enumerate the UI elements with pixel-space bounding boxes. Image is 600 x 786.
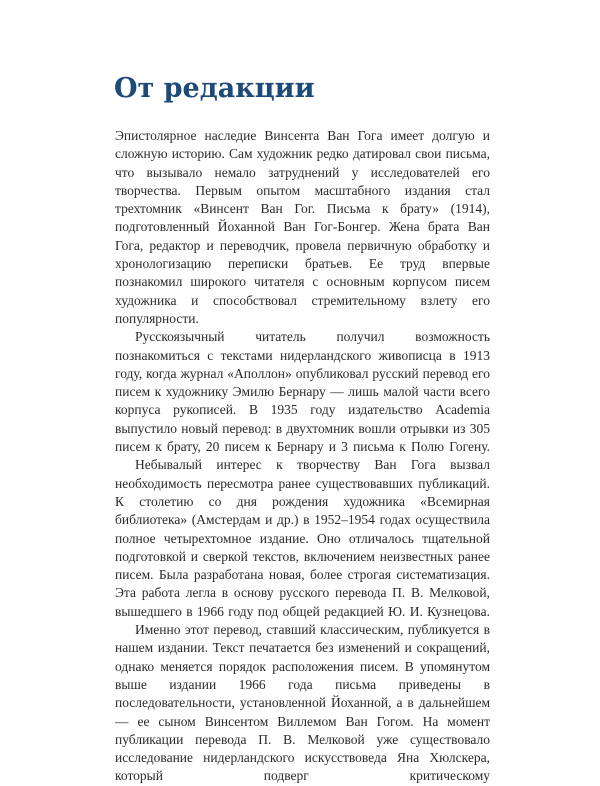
paragraph-2: Русскоязычный читатель получил возможность познакомиться с текстами нидерландского живописца в 1913 году, когда журнал «Аполлон» опубликовал русский перевод его писем к художнику Эмилю Бернару — лишь малой части всего корпуса рукописей. В 1935 году издательство Academia выпустило новый перевод: в двухтомник вошли отрывки из 305 писем к брату, 20 писем к Бернару и 3 письма к Полю Гогену. xyxy=(115,329,490,455)
page-title: От редакции xyxy=(114,73,315,104)
paragraph-4: Именно этот перевод, ставший классическим, публикуется в нашем издании. Текст печатается без изменений и сокращений, однако меняется порядок расположения писем. В упомянутом выше издании 1966 года письма приведены в последовательности, установленной Йоханной, а в дальнейшем — ее сыном Винсентом Виллемом Ван Гогом. На момент публикации перевода П. В. Мелковой уже существовало исследование нидерландского искусствоведа Яна Хюлскера, который подверг критическому xyxy=(115,622,490,784)
paragraph-1: Эпистолярное наследие Винсента Ван Гога имеет долгую и сложную историю. Сам художник редко датировал свои письма, что вызывало немало затруднений у исследователей его творчества. Первым опытом масштабного издания стал трехтомник «Винсент Ван Гог. Письма к брату» (1914), подготовленный Йоханной Ван Гог-Бонгер. Жена брата Ван Гога, редактор и переводчик, провела первичную обработку и хронологизацию переписки братьев. Ее труд впервые познакомил широкого читателя с основным корпусом писем художника и способствовал стремительному взлету его популярности. xyxy=(115,128,490,326)
paragraph-3: Небывалый интерес к творчеству Ван Гога вызвал необходимость пересмотра ранее существовавших публикаций. К столетию со дня рождения художника «Всемирная библиотека» (Амстердам и др.) в 1952–1954 годах осуществила полное четырехтомное издание. Оно отличалось тщательной подготовкой и сверкой текстов, включением неизвестных ранее писем. Была разработана новая, более строгая систематизация. Эта работа легла в основу русского перевода П. В. Мелковой, вышедшего в 1966 году под общей редакцией Ю. И. Кузнецова. xyxy=(115,457,490,619)
article-body xyxy=(115,127,490,786)
